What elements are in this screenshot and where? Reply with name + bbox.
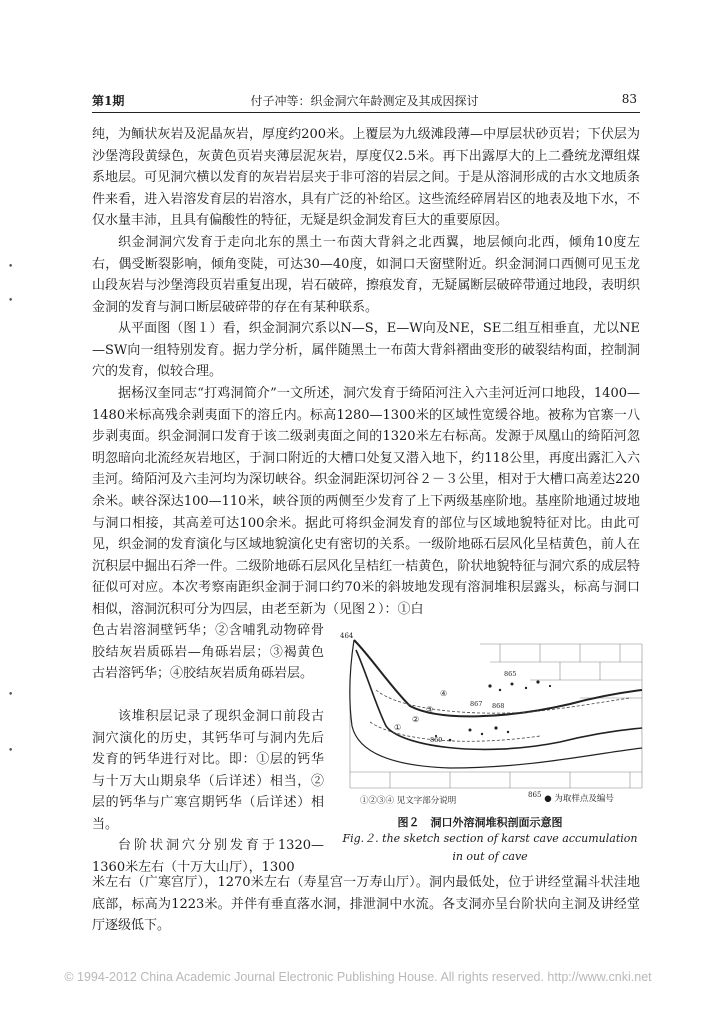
figure-caption-chinese: 图２ 洞口外溶洞堆积剖面示意图 xyxy=(397,816,563,829)
copyright-notice: © 1994-2012 China Academic Journal Electronic Publishing House. All rights reserved. http://www.cnki.net xyxy=(64,970,652,984)
label-elevation-top: 464 xyxy=(340,632,354,640)
section-sketch-drawing xyxy=(330,626,648,816)
label-layer-3: ③ xyxy=(426,705,434,714)
paragraph-strata: 纯，为鲕状灰岩及泥晶灰岩，厚度约200米。上覆层为九级滩段薄—中厚层状砂页岩；下伏层为沙堡湾段黄绿色，灰黄色页岩夹薄层泥灰岩，厚度仅2.5米。再下出露厚大的上二叠统龙潭组煤系地层。可见洞穴横以发育的灰岩岩层夹于非可溶的岩层之间。于是从溶洞形成的古水文地质条件来看，进入岩溶发育层的岩溶水，具有广泛的补给区。这些流经碎屑岩区的地表及地下水，不仅水量丰沛，且具有偏酸性的特征，无疑是织金洞发育巨大的重要原因。 xyxy=(92,127,640,229)
paragraph-geomorphology: 据杨汉奎同志“打鸡洞简介”一文所述，洞穴发育于绮陌河注入六圭河近河口地段，1400—1480米标高残余剥夷面下的溶丘内。标高1280—1300米的区域性宽缓谷地。被称为官寨一八步剥夷面。织金洞洞口发育于该二级剥夷面之间的1320米左右标高。发源于凤凰山的绮陌河忽明忽暗向北流经灰岩地区，于洞口附近的大槽口处复又潜入地下，约118公里，再度出露汇入六圭河。绮陌河及六圭河均为深切峡谷。织金洞距深切河谷２－３公里，相对于大槽口高差达220余米。峡谷深达100—110米，峡谷顶的两侧至少发育了上下两级基座阶地。基座阶地通过坡地与洞口相接，其高差可达100余米。据此可将织金洞发育的部位与区域地貌特征对比。由此可见，织金洞的发育演化与区域地貌演化史有密切的关系。一级阶地砾石层风化呈桔黄色，前人在沉积层中掘出石斧一件。二级阶地砾石层风化呈桔红一桔黄色，阶状地貌特征与洞穴系的成层特征似可对应。本次考察南距织金洞于洞口约70米的斜坡地发现有溶洞堆积层露头，标高与洞口相似，溶洞沉积可分为四层，由老至新为（见图２）：①白 xyxy=(92,386,640,617)
label-sample-865: 865 xyxy=(504,670,517,678)
paragraph-cave-floor: 米左右（广寒宫厅），1270米左右（寿星宫一万寿山厅）。洞内最低处，位于讲经堂漏斗状洼地底部，标高为1223米。并伴有垂直落水洞，排泄洞中水流。各支洞亦呈台阶状向主洞及讲经堂厅逐级低下。 xyxy=(92,875,640,934)
legend-sample-key xyxy=(528,790,614,804)
paragraph-plan-view: 从平面图（图１）看，织金洞洞穴系以N—S，E—W向及NE，SE二组互相垂直，尤以NE—SW向一组特别发育。据力学分析，属伴随黑土一布茵大背斜褶曲变形的破裂结构面，控制洞穴的发育，似较合理。 xyxy=(92,321,640,380)
sample-point-icon: ● xyxy=(544,793,552,804)
page-number: 83 xyxy=(621,92,637,106)
figure-caption-english: Fig.２. the sketch section of karst cave accumulation in out of cave xyxy=(342,832,638,863)
margin-mark: • xyxy=(8,690,14,700)
label-layer-1: ① xyxy=(394,723,402,732)
label-sample-869: 869 xyxy=(430,736,443,744)
legend-sample-number: 865 xyxy=(528,790,542,799)
margin-mark: • xyxy=(8,262,14,272)
paragraph-layers-list: 色古岩溶洞壁钙华；②含哺乳动物碎骨胶结灰岩质砾岩—角砾岩层；③褐黄色古岩溶钙华；④胶结灰岩质角砾岩层。 xyxy=(92,623,324,682)
margin-mark: • xyxy=(8,296,14,306)
label-layer-2: ② xyxy=(412,715,420,724)
label-layer-4: ④ xyxy=(440,689,448,698)
page-header xyxy=(92,90,637,112)
running-title: 付子冲等：织金洞穴年龄测定及其成因探讨 xyxy=(250,94,479,108)
label-sample-868: 868 xyxy=(492,702,505,710)
label-sample-867: 867 xyxy=(470,700,483,708)
legend-sample-text: 为取样点及编号 xyxy=(554,793,614,804)
legend-layers-text: ①②③④ 见文字部分说明 xyxy=(360,796,457,806)
paragraph-accumulation-record: 该堆积层记录了现织金洞口前段古洞穴演化的历史，其钙华可与洞内先后发育的钙华进行对比。即：①层的钙华与十万大山期泉华（后详述）相当，②层的钙华与广寒宫期钙华（后详述）相当。 xyxy=(92,709,324,832)
margin-mark: • xyxy=(8,746,14,756)
paragraph-terraced-caves: 台阶状洞穴分别发育于1320—1360米左右（十万大山厅），1300 xyxy=(92,838,324,875)
issue-number: 第1期 xyxy=(92,94,125,108)
paragraph-structure: 织金洞洞穴发育于走向北东的黑土一布茵大背斜之北西翼，地层倾向北西，倾角10度左右，偶受断裂影响，倾角变陡，可达30—40度，如洞口天窗壁附近。织金洞洞口西侧可见玉龙山段灰岩与沙堡湾段页岩重复出现，岩石破碎，擦痕发育，无疑属断层破碎带通过地段，表明织金洞的发育与洞口断层破碎带的存在有某种联系。 xyxy=(92,235,640,315)
lower-cave-wall xyxy=(356,650,642,749)
header-rule xyxy=(92,112,640,113)
